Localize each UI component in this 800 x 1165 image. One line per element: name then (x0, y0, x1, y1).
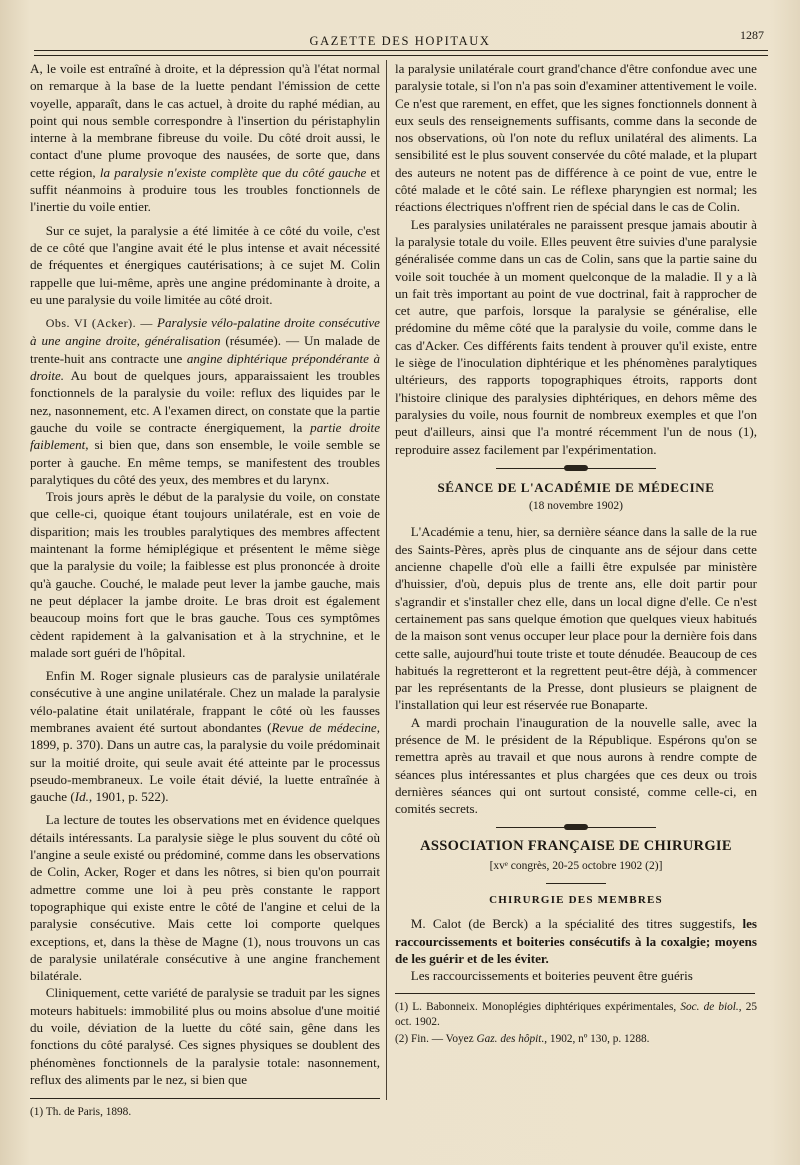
journal-title: GAZETTE DES HOPITAUX (309, 34, 491, 48)
page-number: 1287 (740, 28, 764, 42)
subsection-title: CHIRURGIE DES MEMBRES (489, 894, 663, 907)
paragraph: Sur ce sujet, la paralysie a été limitée à ce côté du voile, c'est de ce côté que l'angine avait été le plus intense et avait nécessité de fréquentes et énergiques cautérisations; à ce sujet M. Colin rappelle que lui-même, après une angine prédominante à droite, a eu une paralysie du voile limitée au côté droit. (30, 222, 380, 307)
footnote: (1) L. Babonneix. Monoplégies diphtériques expérimentales, Soc. de biol., 25 oct. 1902. (395, 1000, 757, 1028)
right-column (395, 60, 757, 1047)
section-divider (496, 468, 656, 469)
footnote: (2) Fin. — Voyez Gaz. des hôpit., 1902, nº 130, p. 1288. (395, 1032, 650, 1045)
section-title: ASSOCIATION FRANÇAISE DE CHIRURGIE (420, 838, 732, 855)
paragraph: Cliniquement, cette variété de paralysie se traduit par les signes moteurs habituels: immobilité plus ou moins absolue d'une moitié du voile, déviation de la luette du côté sain, gêne dans les fonctions du côté paralysé. Ces signes physiques se doublent des phénomènes fonctionnels de la paralysie totale: nasonnement, reflux des aliments par le nez, si bien que (30, 985, 380, 1087)
section-date: (18 novembre 1902) (529, 500, 623, 513)
footnote-rule (30, 1098, 380, 1099)
left-footnotes (30, 1090, 380, 1120)
section-subtitle: [xvᵉ congrès, 20-25 octobre 1902 (2)] (489, 859, 663, 872)
section-divider (496, 827, 656, 828)
paragraph: A, le voile est entraîné à droite, et la dépression qu'à l'état normal on remarque à la base de la luette pendant l'émission de cette voyelle, apparaît, dans le cas actuel, à droite du raphé médian, au point qui nous semble correspondre à l'insertion du péristaphylin interne à la membrane fibreuse du voile. Du côté droit aussi, le contact d'une plume provoque des nausées, de sorte que, dans cette région, la paralysie n'existe complète que du côté gauche et suffit néanmoins à produire tous les troubles fonctionnels de l'inertie du voile entier. (30, 61, 380, 215)
paragraph: La lecture de toutes les observations met en évidence quelques détails intéressants. La paralysie siège le plus souvent du côté où l'angine a seule existé ou prédominé, comme dans les observations de Colin, Acker, Roger et dans les nôtres, si bien qu'on pourrait admettre comme une loi à peu près constante le rapport topographique qui existe entre le côté de l'angine et celui de la paralysie consécutive. Mais cette loi comporte quelques exceptions, et, dans la thèse de Magne (1), nous trouvons un cas de paralysie unilatérale consécutive à une angine franchement bilatérale. (30, 812, 380, 984)
header-rule (34, 50, 768, 56)
paragraph: Trois jours après le début de la paralysie du voile, on constate que celle-ci, quoique étant toujours unilatérale, est en voie de disparition; mais les troubles paralytiques des membres affectent maintenant la forme hémiplégique et présentent le même siège que la paralysie du voile; la faiblesse est plus prononcée à droite qu'à gauche. Couché, le malade peut lever la jambe gauche, mais ne peut déplacer la jambe droite. Le bras droit est également beaucoup moins fort que le bras gauche. Tous ces symptômes cèdent rapidement à la galvanisation et à la strychnine, et le malade sort guéri de l'hôpital. (30, 489, 380, 660)
paragraph: A mardi prochain l'inauguration de la nouvelle salle, avec la présence de M. le président de la République. Espérons qu'on se remettra après au travail et que nous aurons à rendre compte de séances plus intéressantes et plus chargées que ces deux ou trois dernières séances qui ont surtout consisté, comme celle-ci, en comités secrets. (395, 714, 757, 817)
running-head (30, 30, 770, 52)
paragraph: Enfin M. Roger signale plusieurs cas de paralysie unilatérale consécutive à une angine unilatérale. Chez un malade la paralysie vélo-palatine était unilatérale, frappant le côté où les fausses membranes avaient été surtout abondantes (Revue de médecine, 1899, p. 370). Dans un autre cas, la paralysie du voile prédominait sur la moitié droite, qui seule avait été atteinte par le processus pseudo-membraneux. Le voile était dévié, la luette entraînée à gauche (Id., 1901, p. 522). (30, 668, 380, 805)
column-separator (386, 60, 387, 1100)
observation-paragraph: Obs. VI (Acker). — Paralysie vélo-palatine droite consécutive à une angine droite, généralisation (résumée). — Un malade de trente-huit ans contracte une angine diphtérique prépondérante à droite. Au bout de quelques jours, apparaissaient les troubles fonctionnels de la paralysie du voile: reflux des liquides par le nez, nasonnement, etc. A l'examen direct, on constate que la partie gauche du voile se contracte énergiquement, la partie droite faiblement, si bien que, dans son ensemble, le voile semble se porter à gauche. En même temps, se manifestent des troubles paralytiques du côté des yeux, des membres et du larynx. (30, 315, 381, 487)
paragraph: Les raccourcissements et boiteries peuvent être guéris (410, 968, 693, 984)
paragraph: la paralysie unilatérale court grand'chance d'être confondue avec une paralysie totale, si l'on n'a pas soin d'examiner attentivement le voile. Ce n'est que rarement, en effet, que les signes fonctionnels donnent à eux seuls des renseignements suffisants, comme dans la seconde de nos observations, où l'on note du reflux unilatéral des aliments. La sensibilité est le plus souvent conservée du côté malade, et la plupart des auteurs ne notent pas de différence à ce point de vue, entre le côté malade et le côté sain. Le réflexe pharyngien est normal; les réactions électriques n'offrent rien de spécial dans le cas de Colin. (395, 61, 757, 215)
section-title: SÉANCE DE L'ACADÉMIE DE MÉDECINE (437, 479, 715, 495)
paragraph: L'Académie a tenu, hier, sa dernière séance dans la salle de la rue des Saints-Pères, après plus de cinquante ans de séjour dans cette ancienne chapelle d'où elle a failli être expulsée par ministère d'huissier, d'où, depuis plus de trente ans, elle doit partir pour s'agrandir et s'installer chez elle, dans un local digne d'elle. Ce n'est certainement pas sans quelque émotion que quelques vieux habitués de la maison sont venus occuper leur place pour la dernière fois dans cette salle, aujourd'hui toute triste et toute dénudée. Beaucoup de ces habitués la regretteront et la regrettent peut-être déjà, à commencer par les représentants de la Presse, dont plusieurs se plaignent de l'installation qui leur est réservée rue Bonaparte. (395, 524, 757, 713)
short-rule (546, 883, 606, 884)
paragraph: Les paralysies unilatérales ne paraissent presque jamais aboutir à la paralysie totale du voile. Elles peuvent être suivies d'une paralysie généralisée comme dans un cas de Colin, sans que la partie saine du voile soit touchée à un moment quelconque de la maladie. Il y a là un fait très important au point de vue doctrinal, fait à rapprocher de cet autre, que parfois, lorsque la paralysie se généralise, elle prédomine du même côté que la paralysie du voile, comme dans le cas d'Acker. Ces différents faits tendent à prouver qu'il existe, entre le siège de l'inoculation diphtérique et les phénomènes paralytiques ultérieurs, des rapports topographiques étroits, rapports dont l'histoire clinique des paralysies diphtériques, en dehors même des paralysies du voile, nous fournit de nombreux exemples et que l'on peut d'ailleurs, ainsi que l'a montré récemment l'un de nous (1), reproduire assez facilement par l'expérimentation. (395, 216, 757, 457)
footnote: (1) Th. de Paris, 1898. (30, 1106, 132, 1118)
left-column (30, 60, 380, 1088)
footnote-rule (395, 993, 755, 994)
paragraph: M. Calot (de Berck) a la spécialité des titres suggestifs, les raccourcissements et boiteries consécutifs à la coxalgie; moyens de les guérir et de les éviter. (395, 916, 757, 966)
